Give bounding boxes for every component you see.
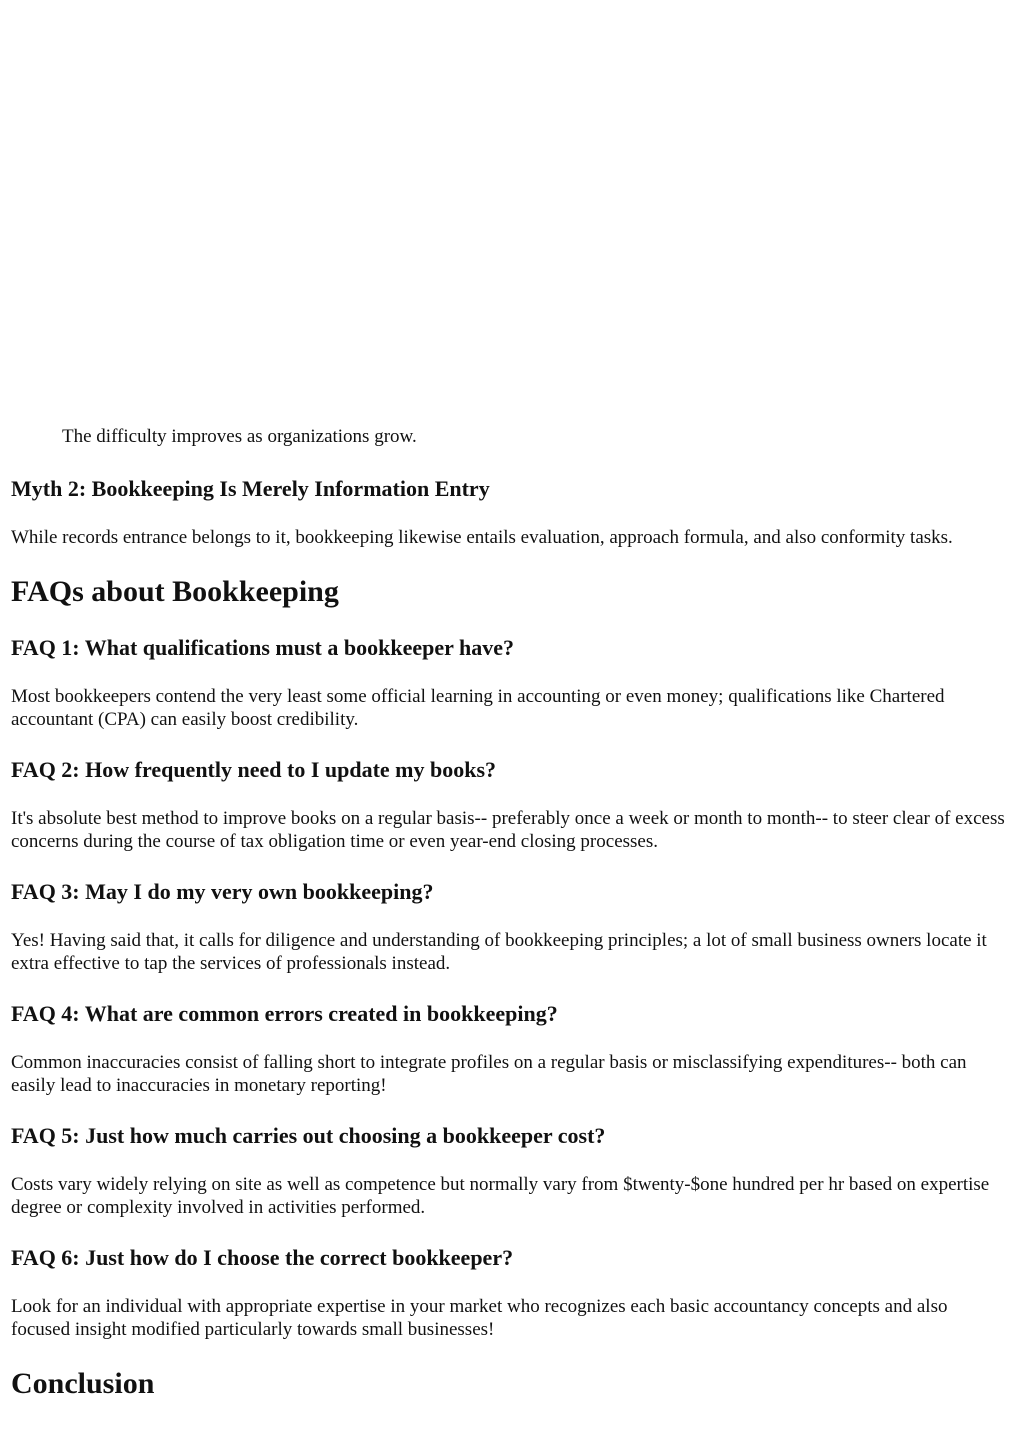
faqs-heading: FAQs about Bookkeeping bbox=[11, 575, 339, 608]
faq-answer: Costs vary widely relying on site as well as competence but normally vary from $twenty-$one hundred per hr based on expertise degree or complexity involved in activities performed. bbox=[11, 1174, 990, 1218]
intro-line: The difficulty improves as organizations grow. bbox=[62, 426, 417, 447]
faq-question: FAQ 3: May I do my very own bookkeeping? bbox=[11, 879, 434, 904]
faq-question: FAQ 1: What qualifications must a bookkeeper have? bbox=[11, 635, 514, 660]
faq-question: FAQ 4: What are common errors created in bookkeeping? bbox=[11, 1001, 558, 1026]
conclusion-heading: Conclusion bbox=[11, 1367, 155, 1400]
faq-answer: It's absolute best method to improve books on a regular basis-- preferably once a week or month to month-- to steer clear of excess concerns during the course of tax obligation time or even year-end closing processes. bbox=[11, 808, 1005, 852]
blank-image-area bbox=[0, 0, 1024, 420]
faq-answer: Most bookkeepers contend the very least some official learning in accounting or even money; qualifications like Chartered accountant (CPA) can easily boost credibility. bbox=[11, 686, 945, 730]
faq-question: FAQ 6: Just how do I choose the correct bookkeeper? bbox=[11, 1245, 514, 1270]
myth-2-heading: Myth 2: Bookkeeping Is Merely Information Entry bbox=[11, 476, 490, 501]
article-content bbox=[11, 476, 1011, 1427]
faq-question: FAQ 5: Just how much carries out choosing a bookkeeper cost? bbox=[11, 1123, 606, 1148]
faq-answer: Yes! Having said that, it calls for diligence and understanding of bookkeeping principles; a lot of small business owners locate it extra effective to tap the services of professionals instead. bbox=[11, 930, 987, 974]
faq-answer: Common inaccuracies consist of falling short to integrate profiles on a regular basis or misclassifying expenditures-- both can easily lead to inaccuracies in monetary reporting! bbox=[11, 1052, 967, 1096]
faq-question: FAQ 2: How frequently need to I update my books? bbox=[11, 757, 497, 782]
myth-2-body: While records entrance belongs to it, bookkeeping likewise entails evaluation, approach formula, and also conformity tasks. bbox=[11, 527, 953, 548]
faq-answer: Look for an individual with appropriate expertise in your market who recognizes each basic accountancy concepts and also focused insight modified particularly towards small businesses! bbox=[11, 1296, 948, 1340]
